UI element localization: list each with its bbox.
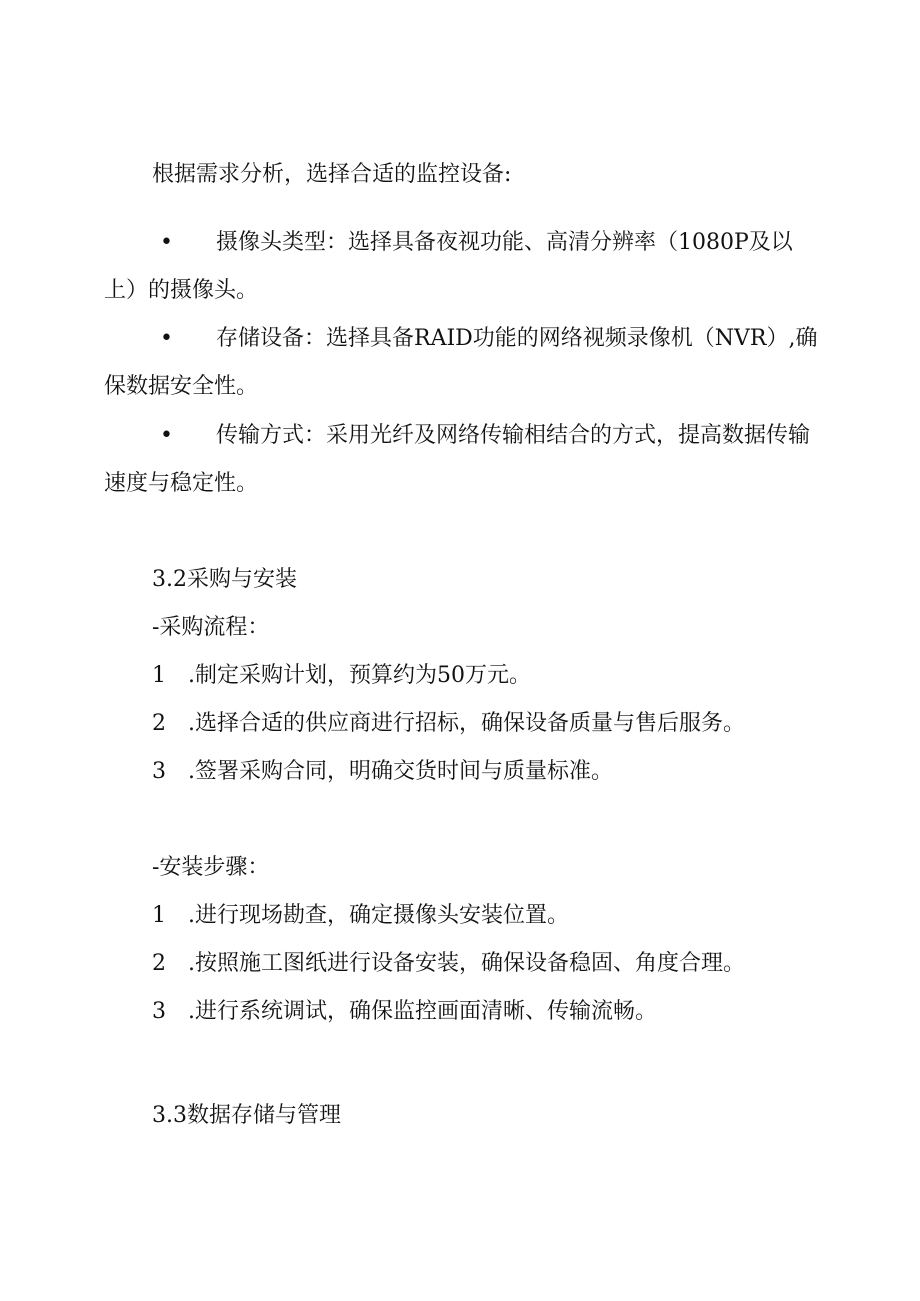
procurement-item-3 — [152, 757, 613, 787]
procurement-title: -采购流程： — [152, 615, 270, 640]
item-text: .签署采购合同，明确交货时间与质量标准。 — [188, 759, 613, 784]
installation-item-3 — [152, 997, 657, 1027]
item-number: 1 — [152, 663, 166, 688]
section-heading-3-2: 3.2采购与安装 — [152, 567, 297, 592]
bullet-item-storage-device — [104, 315, 820, 411]
section-heading-3-3: 3.3数据存储与管理 — [152, 1103, 341, 1128]
bullet-text: 传输方式：采用光纤及网络传输相结合的方式，提高数据传输速度与稳定性。 — [104, 423, 811, 496]
item-text: .进行现场勘查，确定摄像头安装位置。 — [188, 903, 569, 928]
bullet-marker: • — [160, 230, 173, 255]
intro-text: 根据需求分析，选择合适的监控设备: — [152, 162, 512, 187]
installation-item-1 — [152, 901, 569, 931]
item-text: .制定采购计划，预算约为50万元。 — [188, 663, 531, 688]
bullet-item-camera-type — [104, 219, 820, 315]
installation-item-2 — [152, 949, 745, 979]
bullet-marker: • — [160, 326, 173, 351]
procurement-item-2 — [152, 709, 745, 739]
item-number: 3 — [152, 759, 166, 784]
procurement-item-1 — [152, 661, 531, 691]
item-text: .按照施工图纸进行设备安装，确保设备稳固、角度合理。 — [188, 951, 745, 976]
item-text: .进行系统调试，确保监控画面清晰、传输流畅。 — [188, 999, 657, 1024]
item-number: 3 — [152, 999, 166, 1024]
bullet-text: 存储设备：选择具备RAID功能的网络视频录像机（NVR）,确保数据安全性。 — [104, 326, 818, 399]
item-number: 1 — [152, 903, 166, 928]
item-number: 2 — [152, 711, 166, 736]
bullet-item-transmission — [104, 412, 820, 508]
installation-title: -安装步骤： — [152, 855, 270, 880]
item-number: 2 — [152, 951, 166, 976]
item-text: .选择合适的供应商进行招标，确保设备质量与售后服务。 — [188, 711, 745, 736]
bullet-text: 摄像头类型：选择具备夜视功能、高清分辨率（1080P及以上）的摄像头。 — [104, 230, 793, 303]
bullet-marker: • — [160, 423, 173, 448]
